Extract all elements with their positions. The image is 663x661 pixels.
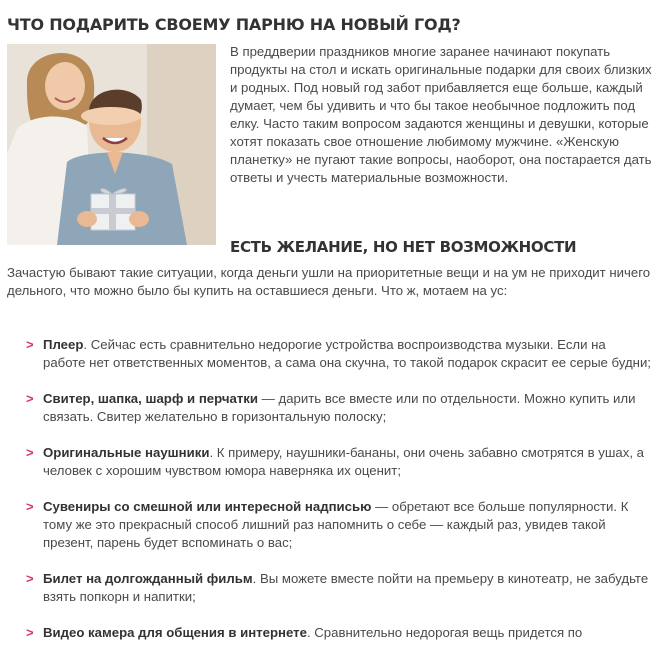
list-item-text: — дарить все вместе или по отдельности. Можно купить или связать. Свитер желательно в горизонтальную полоску; <box>43 391 636 424</box>
list-item-sweater <box>0 390 663 426</box>
list-item-headphones <box>0 444 663 480</box>
list-item-title: Оригинальные наушники <box>43 445 210 460</box>
list-item-webcam <box>0 624 663 642</box>
arrow-icon: > <box>26 337 34 352</box>
list-item-text: — обретают все больше популярности. К тому же это прекрасный способ лишний раз напомнить о себе — каждый раз, увидев такой презент, парень будет вспоминать о вас; <box>43 499 629 550</box>
list-item-title: Билет на долгожданный фильм <box>43 571 253 586</box>
couple-gift-illustration <box>7 44 216 245</box>
list-item-text: . Сейчас есть сравнительно недорогие устройства воспроизводства музыки. Если на работе нет ответственных моментов, а сама она скучна, то такой подарок скрасит ее серые будни; <box>43 337 651 370</box>
list-item-title: Плеер <box>43 337 84 352</box>
arrow-icon: > <box>26 571 34 586</box>
list-item-movie-ticket <box>0 570 663 606</box>
list-item-text: . Вы можете вместе пойти на премьеру в кинотеатр, не забудьте взять попкорн и напитки; <box>43 571 649 604</box>
arrow-icon: > <box>26 499 34 514</box>
article-image <box>7 44 216 245</box>
section-paragraph: Зачастую бывают такие ситуации, когда деньги ушли на приоритетные вещи и на ум не приходит ничего дельного, что можно было бы купить на оставшиеся деньги. Что ж, мотаем на ус: <box>7 265 651 298</box>
list-item-title: Сувениры со смешной или интересной надписью <box>43 499 372 514</box>
list-item-player <box>0 336 663 372</box>
gift-list <box>0 336 663 660</box>
list-item-text: . К примеру, наушники-бананы, они очень забавно смотрятся в ушах, а человек с хорошим чувством юмора наверняка их оценит; <box>43 445 645 478</box>
section-heading: ЕСТЬ ЖЕЛАНИЕ, НО НЕТ ВОЗМОЖНОСТИ <box>230 238 577 257</box>
list-item-title: Видео камера для общения в интернете <box>43 625 307 640</box>
intro-paragraph: В преддверии праздников многие заранее начинают покупать продукты на стол и искать оригинальные подарки для своих близких и родных. Под новый год забот прибавляется еще больше, каждый думает, чем бы удивить и что бы такое необычное подложить под елку. Часто таким вопросом задаются женщины и девушки, которые хотят показать свое отношение любимому мужчине. «Женскую планетку» не пугают такие вопросы, наоборот, она постарается дать ответы и учесть материальные возможности. <box>230 44 652 185</box>
list-item-souvenirs <box>0 498 663 552</box>
arrow-icon: > <box>26 445 34 460</box>
page-title: ЧТО ПОДАРИТЬ СВОЕМУ ПАРНЮ НА НОВЫЙ ГОД? <box>7 14 461 34</box>
list-item-text: . Сравнительно недорогая вещь придется по <box>306 625 583 640</box>
arrow-icon: > <box>26 625 34 640</box>
list-item-title: Свитер, шапка, шарф и перчатки <box>43 391 259 406</box>
arrow-icon: > <box>26 391 34 406</box>
